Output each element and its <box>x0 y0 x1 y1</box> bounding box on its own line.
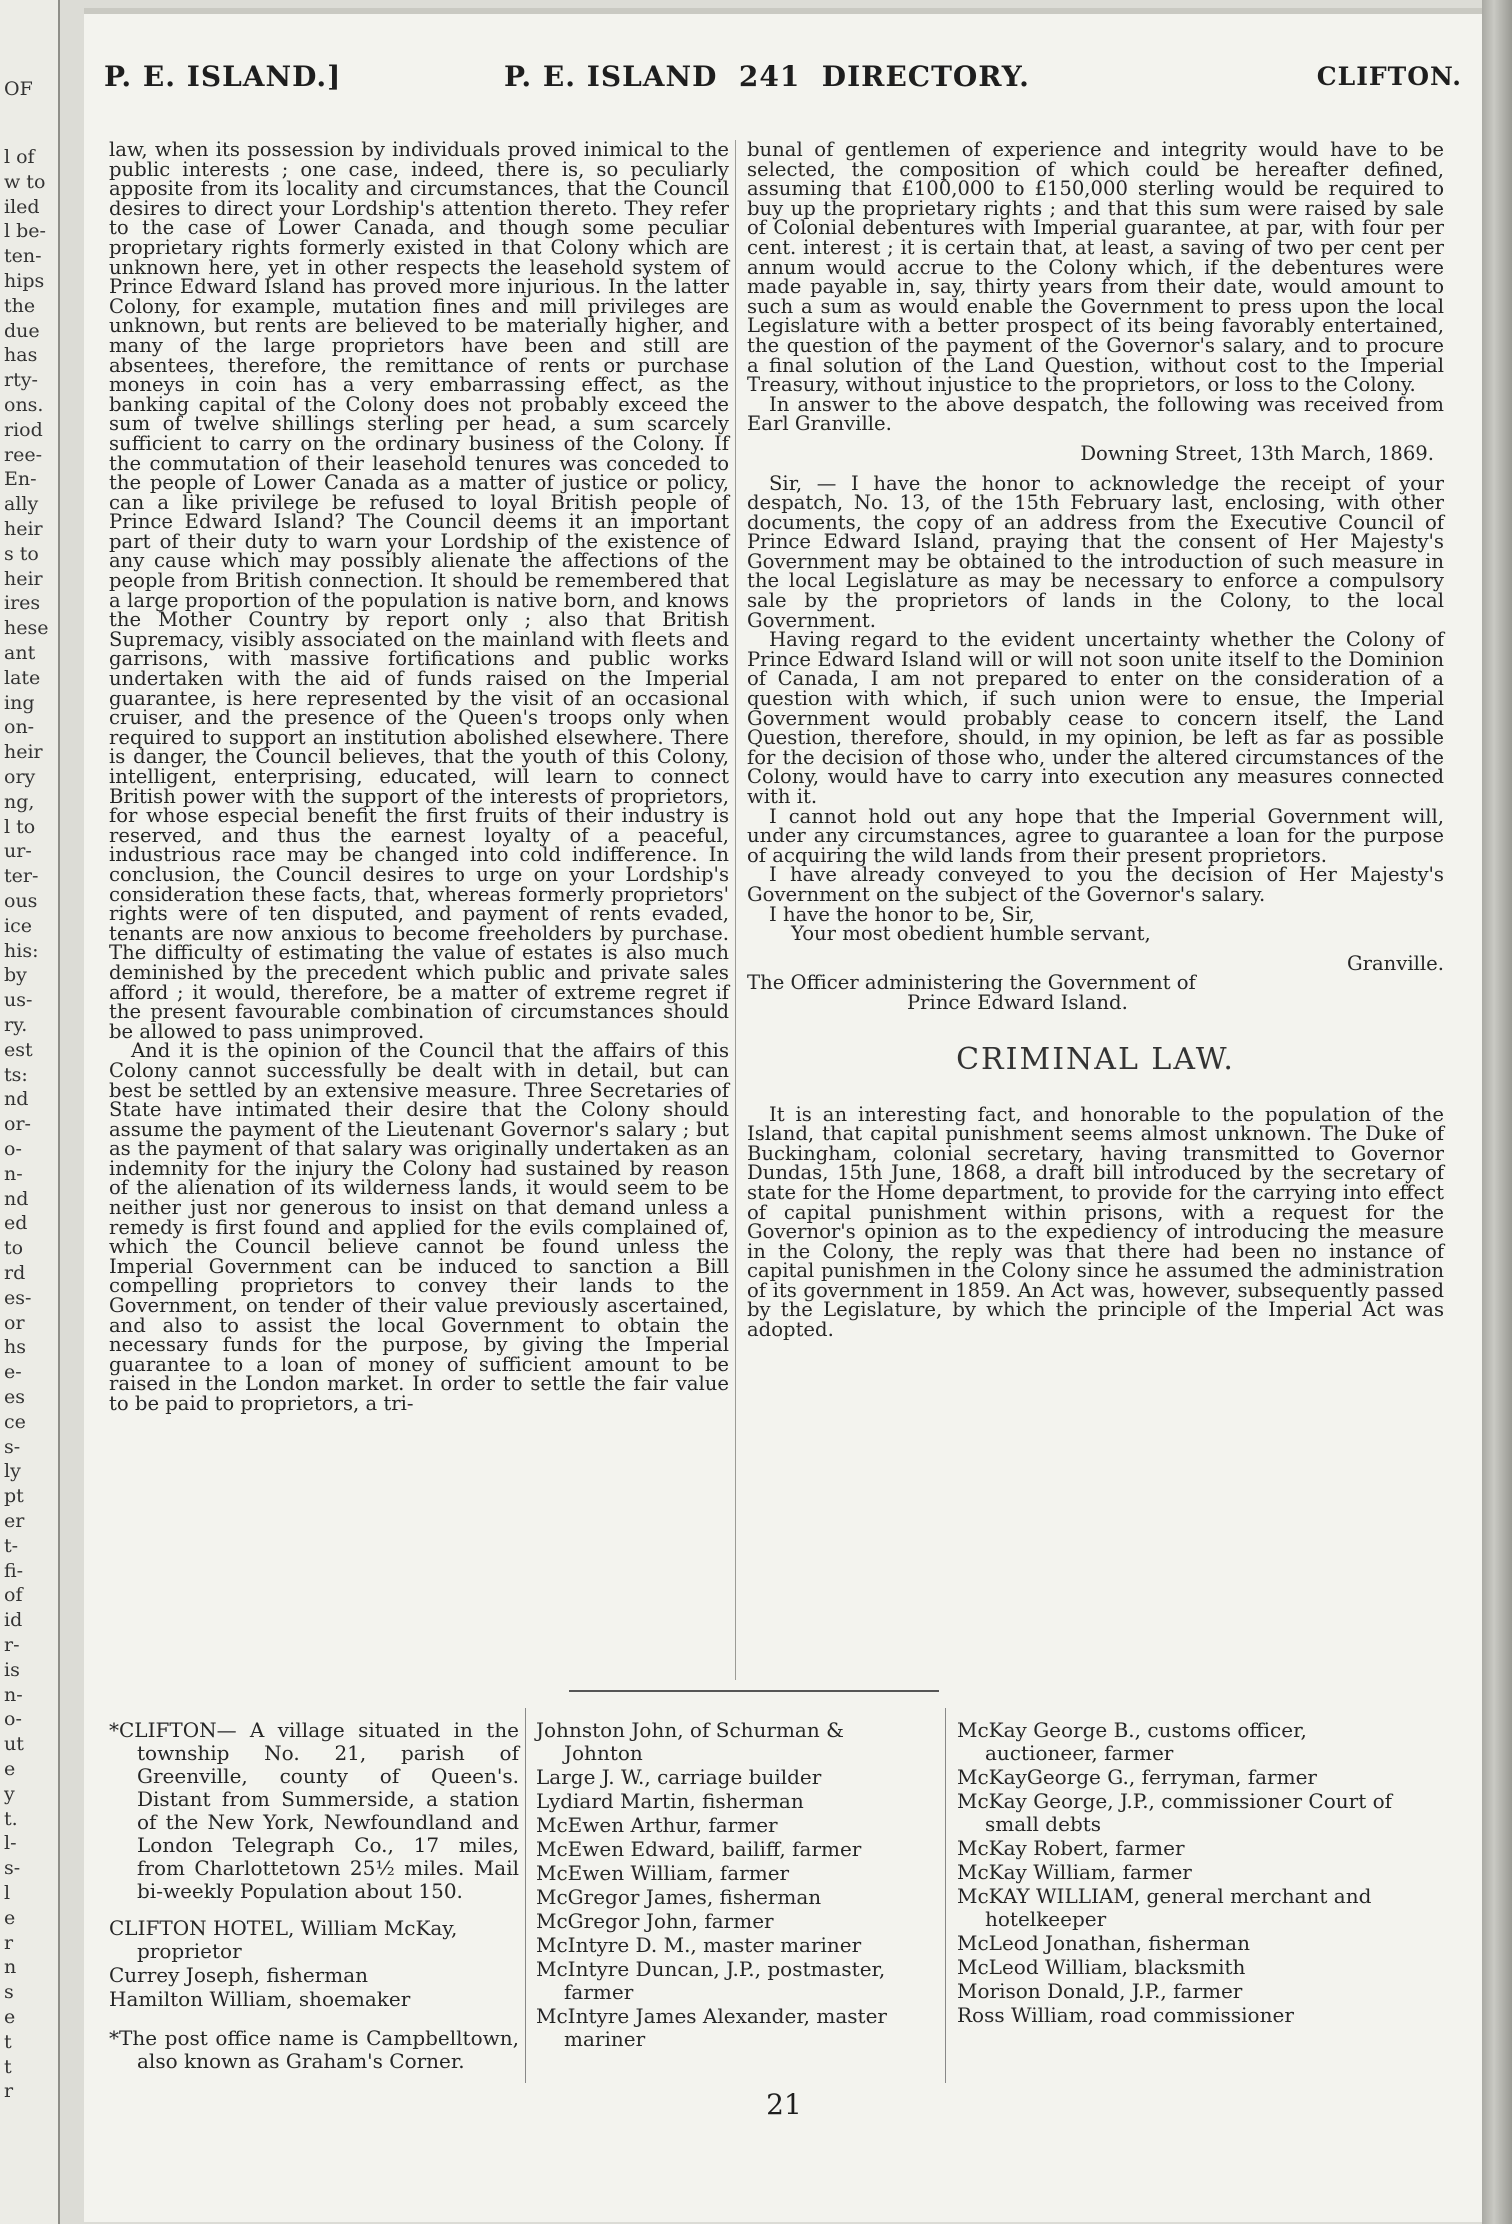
directory-entry: McKAY WILLIAM, general merchant and hotelkeeper <box>957 1884 1372 1931</box>
margin-fragment: o- <box>4 1138 22 1160</box>
margin-fragment: n <box>4 1956 17 1979</box>
margin-fragment: nd <box>4 1088 29 1111</box>
directory-entry: McKayGeorge G., ferryman, farmer <box>957 1765 1317 1789</box>
margin-fragment: ant <box>4 642 36 664</box>
running-head-left: P. E. ISLAND.] <box>104 60 342 93</box>
directory-entry: Johnston John, of Schurman & Johnton <box>536 1718 844 1765</box>
margin-fragment: En- <box>4 468 37 491</box>
letter-signature: Granville. <box>1346 951 1444 975</box>
directory-entry: McLeod William, blacksmith <box>957 1955 1246 1979</box>
margin-fragment: es- <box>4 1286 32 1309</box>
letter-addressee: The Officer administering the Government of <box>747 971 1196 995</box>
margin-fragment: l <box>4 1882 11 1904</box>
margin-fragment: r <box>4 2080 14 2103</box>
directory-entry: McKay Robert, farmer <box>957 1836 1185 1860</box>
body-paragraph: bunal of gentlemen of experience and integrity would have to be selected, the composition of which could be hereafter defined, assuming that £100,000 to £150,000 sterling would be required to buy up the proprietary rights ; and that this sum were raised by sale of Colonial debentures with Imperial guarantee, at par, with four per cent. interest ; it is certain that, at least, a saving of two per cent per annum would accrue to the Colony which, if the debentures were made payable in, say, thirty years from their date, would amount to such a sum as would enable the Government to press upon the local Legislature with a better prospect of its being favorably entertained, the question of the payment of the Governor's salary, and to procure a final solution of the Land Question, without cost to the Imperial Treasury, without injustice to the proprietors, or loss to the Colony. <box>747 138 1444 397</box>
margin-fragment: l to <box>4 815 36 838</box>
margin-fragment: e <box>4 2006 16 2028</box>
directory-entry: McKay George B., customs officer, auctioneer, farmer <box>957 1718 1307 1765</box>
directory-entry: CLIFTON HOTEL, William McKay, proprietor <box>109 1916 458 1963</box>
directory-entry: McKay William, farmer <box>957 1860 1192 1884</box>
margin-fragment: t. <box>4 1807 18 1830</box>
margin-fragment: es <box>4 1386 25 1408</box>
running-head-right: CLIFTON. <box>1316 62 1462 91</box>
margin-fragment: ter- <box>4 865 39 888</box>
column-divider <box>735 140 736 1680</box>
margin-fragment: is <box>4 1658 20 1681</box>
margin-fragment: e- <box>4 1361 22 1384</box>
margin-fragment: on- <box>4 716 35 739</box>
left-text-column <box>109 140 729 1414</box>
margin-fragment: r- <box>4 1634 20 1656</box>
margin-fragment: hips <box>4 270 45 292</box>
letter-closing: I have the honor to be, Sir, <box>769 902 1035 926</box>
margin-fragment: heir <box>4 567 43 590</box>
margin-fragment: ons. <box>4 394 44 416</box>
margin-fragment: ce <box>4 1410 26 1433</box>
directory-column-divider <box>525 1708 526 2083</box>
margin-fragment: ts: <box>4 1063 28 1086</box>
margin-fragment: fi- <box>4 1559 24 1582</box>
margin-fragment: n- <box>4 1683 23 1706</box>
margin-fragment: ly <box>4 1460 21 1483</box>
margin-fragment: has <box>4 344 38 367</box>
margin-fragment: ice <box>4 914 32 937</box>
margin-fragment: e <box>4 1758 16 1780</box>
margin-fragment: s to <box>4 542 39 565</box>
margin-fragment: to <box>4 1237 24 1260</box>
margin-fragment: ing <box>4 691 35 714</box>
directory-entry: McKay George, J.P., commissioner Court of small debts <box>957 1789 1393 1836</box>
section-rule <box>569 1690 939 1692</box>
book-binding-edge <box>1482 0 1512 2224</box>
margin-fragment: s- <box>4 1857 21 1880</box>
page-number: 21 <box>766 2088 802 2121</box>
running-head-center: P. E. ISLAND 241 DIRECTORY. <box>504 60 1030 93</box>
margin-fragment: y <box>4 1782 15 1805</box>
margin-fragment: his: <box>4 939 39 962</box>
margin-fragment: hs <box>4 1336 26 1359</box>
margin-fragment: l- <box>4 1832 17 1855</box>
directory-entry: McIntyre Duncan, J.P., postmaster, farmer <box>536 1957 886 2004</box>
directory-entry: McGregor James, fisherman <box>536 1885 822 1909</box>
margin-fragment: late <box>4 666 41 689</box>
margin-fragment: ree- <box>4 443 42 466</box>
directory-entry: McIntyre D. M., master mariner <box>536 1933 862 1957</box>
margin-fragment: s- <box>4 1435 21 1458</box>
directory-page <box>84 8 1482 2222</box>
margin-fragment: n- <box>4 1162 23 1185</box>
margin-fragment: heir <box>4 741 43 764</box>
directory-column-divider <box>945 1708 946 2083</box>
margin-fragment: ng, <box>4 790 35 813</box>
margin-fragment: est <box>4 1038 33 1061</box>
margin-fragment: ut <box>4 1733 24 1756</box>
margin-fragment: ten- <box>4 245 42 268</box>
margin-fragment: by <box>4 964 27 987</box>
directory-entry: Large J. W., carriage builder <box>536 1765 822 1789</box>
margin-fragment: ry. <box>4 1014 28 1036</box>
margin-fragment: hese <box>4 617 49 640</box>
directory-column-3 <box>957 1719 1397 2028</box>
margin-fragment: of <box>4 1584 23 1607</box>
margin-fragment: t- <box>4 1534 19 1557</box>
footnote: *The post office name is Campbelltown, also known as Graham's Corner. <box>109 2026 519 2073</box>
margin-fragment: ous <box>4 890 38 912</box>
margin-fragment: or <box>4 1311 25 1334</box>
directory-entry: McIntyre James Alexander, master mariner <box>536 2004 887 2051</box>
letter-addressee: Prince Edward Island. <box>907 990 1128 1014</box>
margin-fragment: OF <box>4 78 33 100</box>
directory-column-1 <box>109 1719 519 2074</box>
directory-entry: McGregor John, farmer <box>536 1909 774 1933</box>
letter-paragraph: Sir, — I have the honor to acknowledge the receipt of your despatch, No. 13, of the 15th February last, enclosing, with other documents, the copy of an address from the Executive Council of Prince Edward Island, praying that the consent of Her Majesty's Government may be obtained to the introduction of such measure in the local Legislature as may be necessary to enforce a compulsory sale by the proprietors of lands in the Colony, to the local Government. <box>747 471 1444 632</box>
margin-fragment: er <box>4 1510 25 1532</box>
margin-fragment: ires <box>4 592 41 615</box>
page-top-rule <box>84 8 1482 14</box>
margin-fragment: nd <box>4 1187 29 1210</box>
margin-fragment: ur- <box>4 840 32 863</box>
margin-fragment: id <box>4 1609 23 1632</box>
directory-entry: McLeod Jonathan, fisherman <box>957 1931 1250 1955</box>
directory-entry: Hamilton William, shoemaker <box>109 1987 411 2011</box>
margin-fragment: the <box>4 294 36 317</box>
adjacent-page-edge <box>0 0 60 2224</box>
margin-fragment: e <box>4 1906 16 1929</box>
margin-fragment: r <box>4 1931 14 1954</box>
directory-entry: Lydiard Martin, fisherman <box>536 1789 804 1813</box>
body-paragraph: In answer to the above despatch, the following was received from Earl Granville. <box>747 392 1444 436</box>
margin-fragment: t <box>4 2055 12 2078</box>
margin-fragment: ed <box>4 1212 28 1235</box>
body-paragraph: And it is the opinion of the Council that the affairs of this Colony cannot successfully be dealt with in detail, but can best be settled by an extensive measure. Three Secretaries of State have intimated their desire that the Colony should assume the payment of the Lieutenant Governor's salary ; but as the payment of that salary was originally undertaken as an indemnity for the injury the Colony had sustained by reason of the alienation of its wilderness lands, it would seem to be neither just nor generous to insist on that demand unless a remedy is first found and applied for the evils complained of, which the Council believe cannot be found unless the Imperial Government can be induced to sanction a Bill compelling proprietors to convey their lands to the Government, on tender of their value previously ascertained, and also to assist the local Government to obtain the necessary funds for the purpose, by giving the Imperial guarantee to a loan of money of sufficient amount to be raised in the London market. In order to settle the fair value to be paid to proprietors, a tri- <box>109 1039 729 1415</box>
margin-fragment: riod <box>4 418 43 441</box>
margin-fragment: us- <box>4 989 33 1012</box>
running-head <box>104 60 1462 110</box>
margin-fragment: w to <box>4 170 46 193</box>
directory-entry: McEwen William, farmer <box>536 1861 790 1885</box>
village-description: *CLIFTON— A village situated in the township No. 21, parish of Greenville, county of Queen's. Distant from Summerside, a station of the New York, Newfoundland and London Telegraph Co., 17 miles, from Charlottetown 25½ miles. Mail bi-weekly Population about 150. <box>109 1718 519 1903</box>
margin-fragment: o- <box>4 1708 22 1731</box>
margin-fragment: rty- <box>4 369 38 392</box>
margin-fragment: l be- <box>4 220 46 243</box>
letter-dateline: Downing Street, 13th March, 1869. <box>1080 441 1434 465</box>
margin-fragment: s <box>4 1981 14 2004</box>
margin-fragment: t <box>4 2030 12 2053</box>
margin-fragment: due <box>4 319 40 342</box>
directory-entry: Ross William, road commissioner <box>957 2003 1294 2027</box>
margin-fragment: pt <box>4 1485 24 1508</box>
section-title: CRIMINAL LAW. <box>956 1041 1235 1077</box>
margin-fragment: l of <box>4 146 35 168</box>
right-text-column <box>747 140 1444 1340</box>
margin-fragment: iled <box>4 195 40 218</box>
letter-paragraph: I cannot hold out any hope that the Imperial Government will, under any circumstances, agree to guarantee a loan for the purpose of acquiring the wild lands from their present proprietors. <box>747 804 1444 867</box>
margin-fragment: ory <box>4 766 36 788</box>
body-paragraph: law, when its possession by individuals proved inimical to the public interests ; one case, indeed, there is, so peculiarly apposite from its locality and circumstances, that the Council desires to direct your Lordship's attention thereto. They refer to the case of Lower Canada, and though some peculiar proprietary rights formerly existed in that Colony which are unknown here, yet in other respects the leasehold system of Prince Edward Island has proved more injurious. In the latter Colony, for example, mutation fines and mill privileges are unknown, but rents are believed to be materially higher, and many of the large proprietors have been and still are absentees, therefore, the remittance of rents or purchase moneys in coin has a very embarrassing effect, as the banking capital of the Colony does not probably exceed the sum of twelve shillings sterling per head, a sum scarcely sufficient to carry on the ordinary business of the Colony. If the commutation of their leasehold tenures was conceded to the people of Lower Canada as a matter of justice or policy, can a like privilege be refused to loyal British people of Prince Edward Island? The Council deems it an important part of their duty to warn your Lordship of the existence of any cause which may possibly alienate the affections of the people from British connection. It should be remembered that a large proportion of the population is native born, and knows the Mother Country by report only ; also that British Supremacy, visibly associated on the mainland with fleets and garrisons, with massive fortifications and public works undertaken with the aid of funds raised on the Imperial guarantee, is here represented by the visit of an occasional cruiser, and the presence of the Queen's troops only when required to support an institution abolished elsewhere. There is danger, the Council believes, that the youth of this Colony, intelligent, enterprising, educated, will learn to connect British power with the support of the interests of proprietors, for whose especial benefit the first fruits of their industry is reserved, and thus the earnest loyalty of a peaceful, industrious race may be changed into cold indifference. In conclusion, the Council desires to urge on your Lordship's consideration these facts, that, whereas formerly proprietors' rights were of ten disputed, and payment of rents evaded, tenants are now anxious to become freeholders by purchase. The difficulty of estimating the value of estates is also much deminished by the precedent which public and private sales afford ; it would, therefore, be a matter of extreme regret if the present favourable combination of circumstances should be allowed to pass unimproved. <box>109 138 729 1043</box>
margin-fragment: heir <box>4 518 43 540</box>
margin-fragment: ally <box>4 493 39 516</box>
directory-entry: Morison Donald, J.P., farmer <box>957 1979 1243 2003</box>
directory-column-2 <box>536 1719 926 2052</box>
letter-paragraph: Having regard to the evident uncertainty whether the Colony of Prince Edward Island will or will not soon unite itself to the Dominion of Canada, I am not prepared to enter on the consideration of a question with which, if such union were to ensue, the Imperial Government would probably cease to concern itself, the Land Question, therefore, should, in my opinion, be left as far as possible for the decision of those who, under the altered circumstances of the Colony, would have to carry into execution any measures connected with it. <box>747 628 1444 808</box>
letter-closing: Your most obedient humble servant, <box>791 922 1151 946</box>
margin-fragment: or- <box>4 1113 31 1136</box>
directory-entry: McEwen Edward, bailiff, farmer <box>536 1837 862 1861</box>
body-paragraph: It is an interesting fact, and honorable to the population of the Island, that capital punishment seems almost unknown. The Duke of Buckingham, colonial secretary, having transmitted to Governor Dundas, 15th June, 1868, a draft bill introduced by the secretary of state for the Home department, to provide for the carrying into effect of capital punishment within prisons, with a request for the Governor's opinion as to the expediency of introducing the measure in the Colony, the reply was that there had been no instance of capital punishmen in the Colony since he assumed the administration of its government in 1859. An Act was, however, subsequently passed by the Legislature, by which the principle of the Imperial Act was adopted. <box>747 1102 1444 1342</box>
margin-fragment: rd <box>4 1262 26 1284</box>
directory-entry: Currey Joseph, fisherman <box>109 1963 369 1987</box>
letter-paragraph: I have already conveyed to you the decision of Her Majesty's Government on the subject of the Governor's salary. <box>747 863 1444 906</box>
directory-entry: McEwen Arthur, farmer <box>536 1813 778 1837</box>
